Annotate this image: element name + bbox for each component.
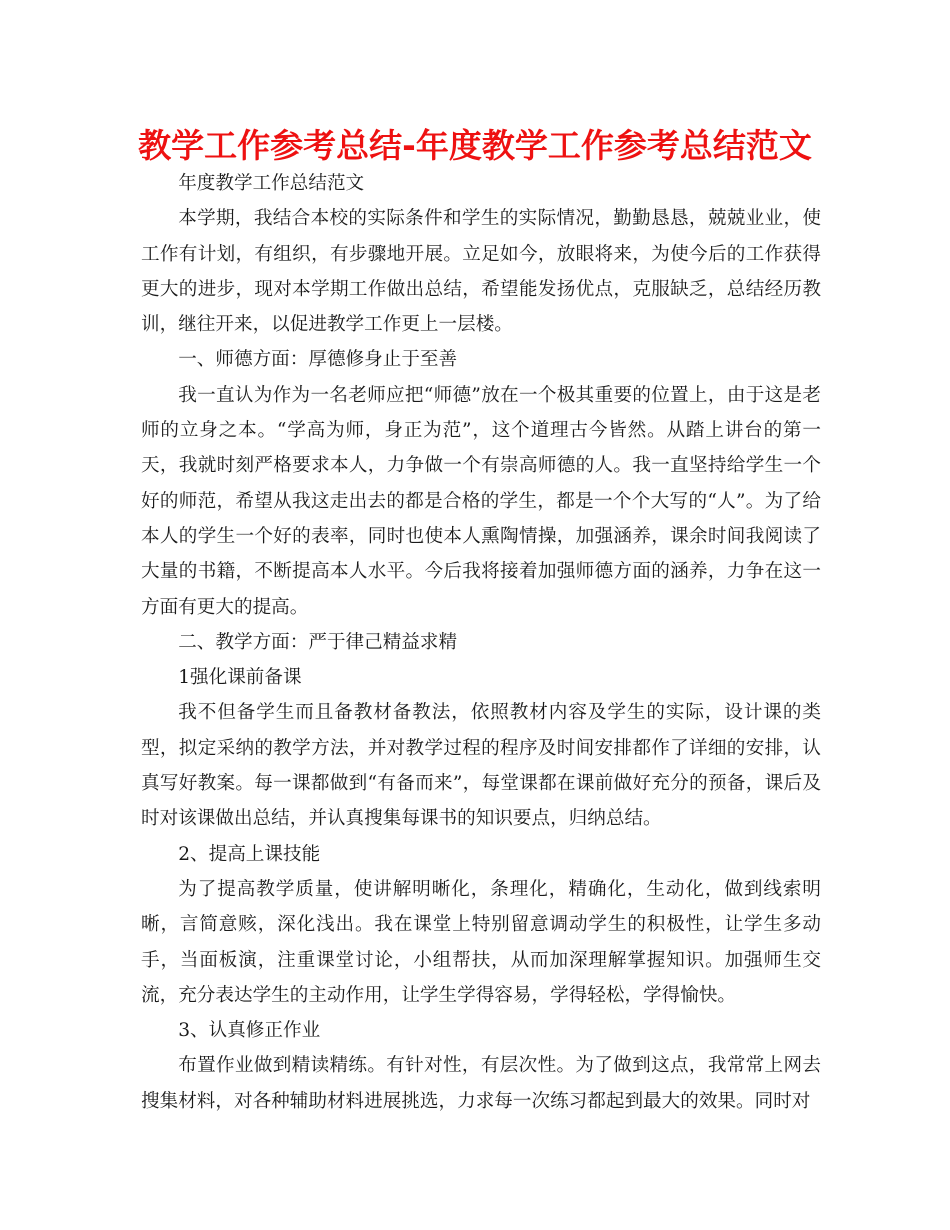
subheading-class-skills: 2、提高上课技能 (178, 843, 321, 865)
subheading-lesson-prep: 1强化课前备课 (178, 667, 302, 689)
section-heading-ethics: 一、师德方面：厚德修身止于至善 (178, 349, 458, 371)
document-title: 教学工作参考总结-年度教学工作参考总结范文 (138, 126, 812, 165)
paragraph-lesson-prep: 我不但备学生而且备教材备教法，依照教材内容及学生的实际，设计课的类型，拟定采纳的教学方法，并对教学过程的程序及时间安排都作了详细的安排，认真写好教案。每一课都做到“有备而来”，每堂课都在课前做好充分的预备，课后及时对该课做出总结，并认真搜集每课书的知识要点，归纳总结。 (141, 702, 821, 830)
subheading-homework: 3、认真修正作业 (178, 1020, 321, 1042)
paragraph-ethics: 我一直认为作为一名老师应把“师德”放在一个极其重要的位置上，由于这是老师的立身之本。“学高为师，身正为范”，这个道理古今皆然。从踏上讲台的第一天，我就时刻严格要求本人，力争做一个有崇高师德的人。我一直坚持给学生一个好的师范，希望从我这走出去的都是合格的学生，都是一个个大写的“人”。为了给本人的学生一个好的表率，同时也使本人熏陶情操，加强涵养，课余时间我阅读了大量的书籍，不断提高本人水平。今后我将接着加强师德方面的涵养，力争在这一方面有更大的提高。 (141, 384, 821, 618)
paragraph-intro: 本学期，我结合本校的实际条件和学生的实际情况，勤勤恳恳，兢兢业业，使工作有计划，有组织，有步骤地开展。立足如今，放眼将来，为使今后的工作获得更大的进步，现对本学期工作做出总结，希望能发扬优点，克服缺乏，总结经历教训，继往开来，以促进教学工作更上一层楼。 (141, 208, 821, 336)
paragraph-homework: 布置作业做到精读精练。有针对性，有层次性。为了做到这点，我常常上网去搜集材料，对各种辅助材料进展挑选，力求每一次练习都起到最大的效果。同时对 (141, 1055, 821, 1112)
paragraph-subtitle: 年度教学工作总结范文 (178, 173, 365, 194)
paragraph-class-skills: 为了提高教学质量，使讲解明晰化，条理化，精确化，生动化，做到线索明晰，言简意赅，深化浅出。我在课堂上特别留意调动学生的积极性，让学生多动手，当面板演，注重课堂讨论，小组帮扶，从而加深理解掌握知识。加强师生交流，充分表达学生的主动作用，让学生学得容易，学得轻松，学得愉快。 (141, 878, 821, 1006)
section-heading-teaching: 二、教学方面：严于律己精益求精 (178, 631, 458, 653)
document-body (141, 166, 821, 1119)
